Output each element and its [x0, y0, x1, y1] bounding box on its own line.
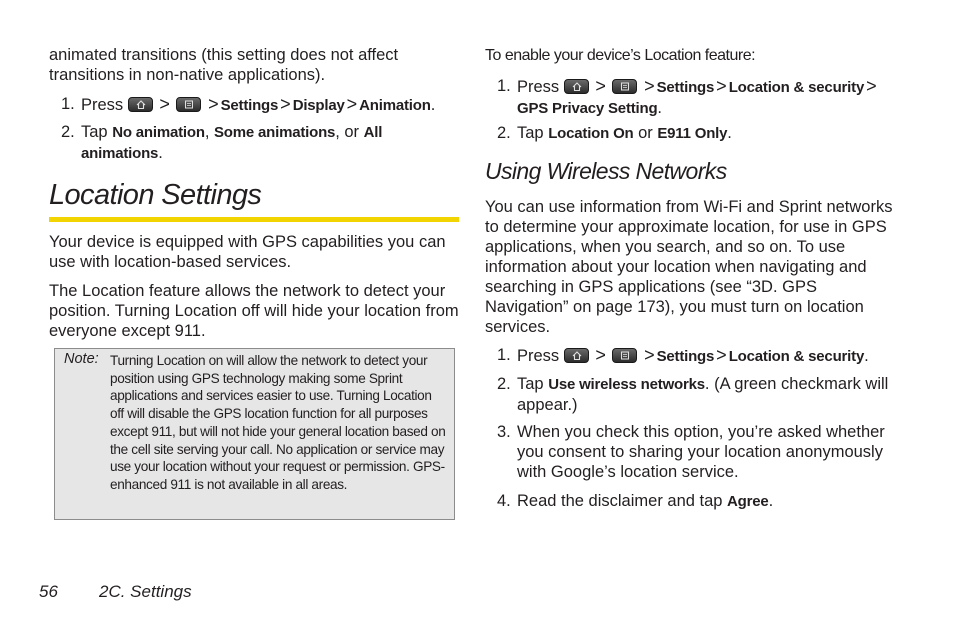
wireless-step-2: Tap Use wireless networks. (A green checkmark will appear.): [517, 375, 889, 414]
option-location-on: Location On: [548, 125, 634, 142]
step-number: 1.: [61, 95, 75, 113]
animation-step-1: Press > > Settings > Display > Animation.: [81, 94, 436, 114]
page-number: 56: [39, 582, 58, 601]
animation-step-2: Tap No animation, Some animations, or All animations.: [81, 123, 383, 162]
option-all-animations: All animations: [81, 124, 383, 162]
step-number: 4.: [497, 492, 511, 510]
menu-key-icon: [612, 79, 637, 94]
location-para-1: Your device is equipped with GPS capabilities you can use with location-based services.: [49, 233, 446, 271]
step-number: 2.: [61, 123, 75, 141]
home-key-icon: [128, 97, 153, 112]
press-word: Press: [81, 96, 124, 114]
menu-path-location-security: Location & security: [728, 79, 865, 96]
heading-rule: [49, 217, 459, 222]
location-para-2: The Location feature allows the network to detect your position. Turning Location off will hide your location from everyone except 911.: [49, 282, 459, 340]
step-number: 1.: [497, 346, 511, 364]
note-text: Turning Location on will allow the network to detect your position using GPS technology making some Sprint applications and services easier to use. Turning Location off will disable the GPS location function for all purposes except 911, but will not hide your general location based on the cell site serving your call. No application or service may use your location without your request or permission. GPS-enhanced 911 is not available in all areas.: [110, 353, 446, 492]
enable-step-1: Press > > Settings > Location & security > GPS Privacy Setting.: [517, 76, 877, 117]
menu-path-location-security: Location & security: [728, 348, 865, 365]
intro-text: animated transitions (this setting does not affect transitions in non-native applications).: [49, 46, 399, 84]
step-number: 3.: [497, 423, 511, 441]
menu-key-icon: [612, 348, 637, 363]
menu-path-gps-privacy: GPS Privacy Setting: [517, 100, 658, 117]
section-title-location-settings: Location Settings: [49, 179, 262, 211]
step-number: 2.: [497, 375, 511, 393]
wireless-step-3: When you check this option, you’re asked whether you consent to sharing your location anonymously with Google’s location service.: [517, 423, 885, 481]
menu-path-settings: Settings: [656, 348, 715, 365]
home-key-icon: [564, 348, 589, 363]
wireless-step-4: Read the disclaimer and tap Agree.: [517, 492, 774, 510]
wireless-step-1: Press > > Settings > Location & security.: [517, 345, 869, 365]
home-key-icon: [564, 79, 589, 94]
section-title-wireless-networks: Using Wireless Networks: [485, 158, 727, 184]
wireless-para: You can use information from Wi-Fi and Sprint networks to determine your approximate location, for use in GPS applications, when you search, and so on. To use information about your location when navigating and searching in GPS applications (see “3D. GPS Navigation” on page 173), you must turn on location services.: [485, 198, 893, 336]
menu-key-icon: [176, 97, 201, 112]
menu-path-settings: Settings: [220, 97, 279, 114]
step-number: 2.: [497, 124, 511, 142]
option-agree: Agree: [727, 493, 769, 510]
step-number: 1.: [497, 77, 511, 95]
menu-path-settings: Settings: [656, 79, 715, 96]
option-e911-only: E911 Only: [657, 125, 728, 142]
enable-step-2: Tap Location On or E911 Only.: [517, 124, 732, 142]
menu-path-animation: Animation: [359, 97, 431, 114]
note-box: [54, 348, 455, 520]
menu-path-display: Display: [292, 97, 345, 114]
option-use-wireless-networks: Use wireless networks: [548, 376, 705, 393]
option-some-animations: Some animations: [214, 124, 336, 141]
option-no-animation: No animation: [112, 124, 205, 141]
enable-intro: To enable your device’s Location feature:: [485, 47, 756, 64]
note-label: Note:: [64, 351, 99, 367]
chapter-label: 2C. Settings: [99, 582, 192, 601]
